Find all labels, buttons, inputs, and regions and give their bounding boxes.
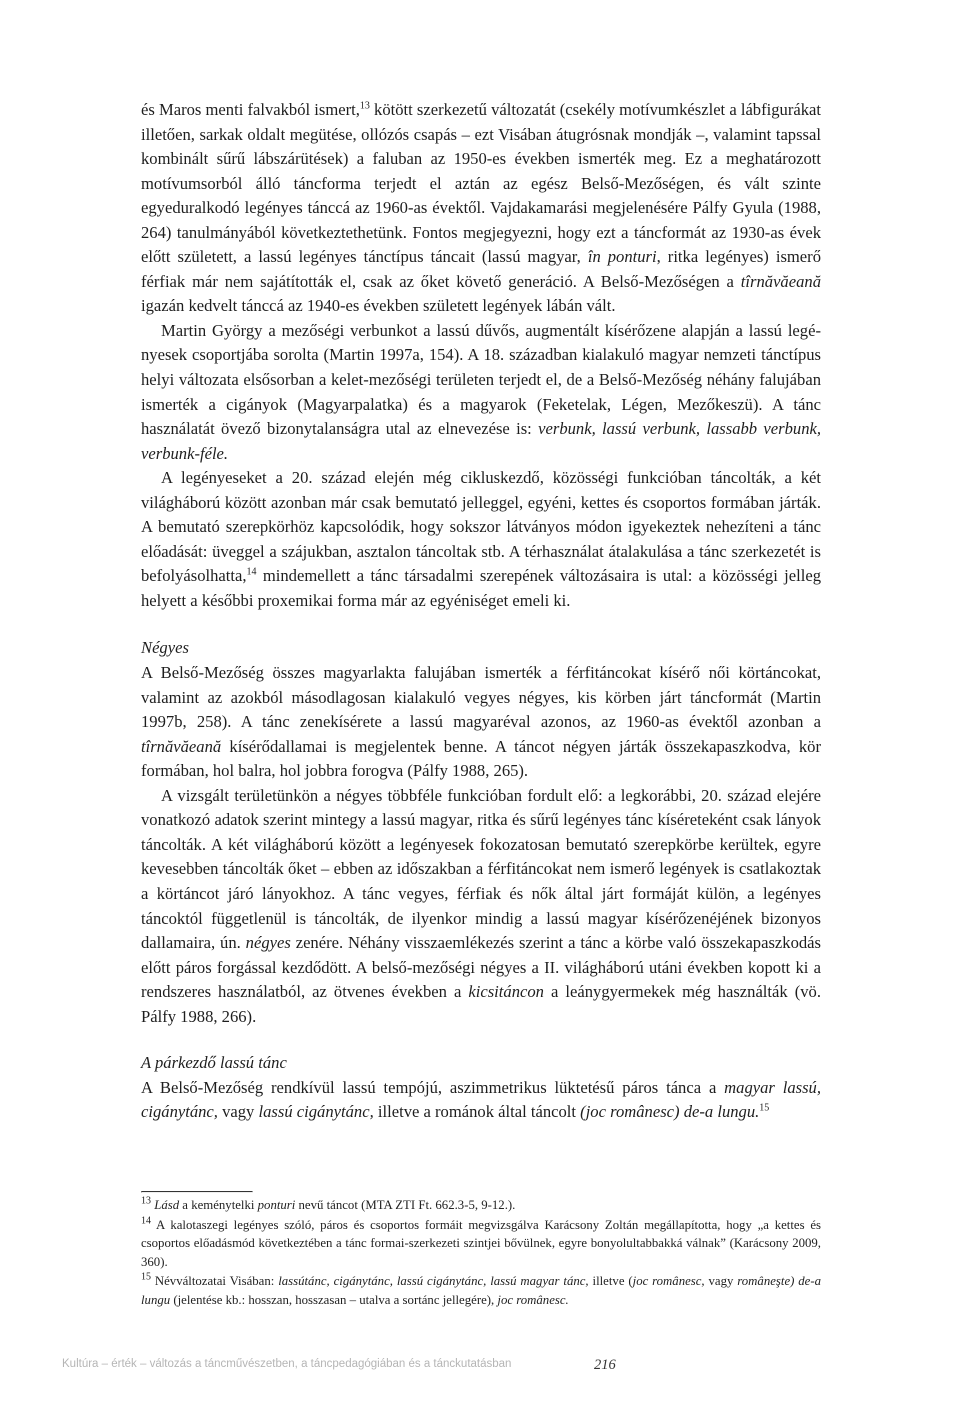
paragraph-5 bbox=[141, 784, 821, 1029]
text-run: A legényeseket a 20. század elején még cikluskezdő, közösségi funkcióban táncolták, a két világháború között azonban már csak bemutató jelleggel, egyéni, kettes és csoportos formában járták. A bemutató szerepkörhöz kapcsolódik, hogy sokszor látványos módon igyekeztek nehezíteni a tánc előadását: üveggel a szájukban, asztalon táncoltak stb. A térhasználat átalakulása a tánc szerkezetét is befolyásolhatta, bbox=[141, 468, 821, 586]
italic-run: în ponturi bbox=[587, 247, 657, 267]
paragraph-3 bbox=[141, 466, 821, 613]
text-run: , ritka legényes) ismerő férfiak már nem sajátították el, csak az őket követő generáció. A Belső-Mezőségen a bbox=[141, 247, 821, 291]
text-run: nevű táncot (MTA ZTI Ft. 662.3-5, 9-12.). bbox=[295, 1198, 516, 1212]
text-run: vagy bbox=[704, 1274, 738, 1289]
paragraph-6 bbox=[141, 1076, 821, 1125]
footnote-ref: 15 bbox=[141, 1272, 151, 1284]
text-run: zenére. Néhány visszaemlékezés szerint a tánc a körbe való összekapaszkodás előtt páros forgással kezdődött. A belső-mezőségi négyes a II. világháború utáni években kopott ki a rendszeres használatból, az ötvenes években a bbox=[141, 933, 822, 1002]
italic-run: joc românesc. bbox=[497, 1292, 569, 1307]
italic-run: ponturi bbox=[257, 1198, 296, 1212]
text-run: a leánygyermekek még használták (vö. Pálfy 1988, 266). bbox=[141, 982, 821, 1026]
italic-run: magyar lassú, cigánytánc, bbox=[141, 1077, 821, 1122]
italic-run: lassútánc, cigánytánc, lassú cigánytánc, lassú magyar tánc, bbox=[278, 1274, 589, 1289]
text-run: illetve a románok által táncolt bbox=[373, 1102, 581, 1122]
italic-run: kicsitáncon bbox=[468, 982, 544, 1002]
paragraph-4 bbox=[141, 661, 821, 784]
paragraph-1 bbox=[141, 98, 821, 319]
footnote-ref: 14 bbox=[246, 566, 257, 578]
footnote-ref: 13 bbox=[359, 100, 370, 112]
italic-run: joc românesc, bbox=[632, 1274, 705, 1289]
footnote-divider bbox=[141, 1191, 253, 1193]
italic-run: lassú cigánytánc, bbox=[258, 1102, 374, 1122]
paragraph-2 bbox=[141, 319, 821, 466]
text-run: kötött szerkezetű változatát (csekély motívumkészlet a lábfigurákat illetően, sarkak oldalt megütése, ollózós csapás – ezt Visában átugrósnak mondják –, valamint tapssal kombinált sűrű lábszárütések) a faluban az 1950-es években ismerték meg. Ez a meghatározott motívumsorból álló táncforma terjedt el aztán az egész Belső-Mezőségen, és vált szinte egyeduralkodó legényes tánccá az 1960-as évektől. Vajdakamarási megjelenésére Pálfy Gyula (1988, 264) tanulmányából következtethetünk. Fontos megjegyezni, hogy ezt a táncformát az 1930-as évek előtt született, a lassú legényes tánctípus táncait (lassú magyar, bbox=[141, 100, 821, 267]
footnote-ref: 14 bbox=[141, 1215, 151, 1227]
text-run: Martin György a mezőségi verbunkot a lassú dűvős, augmentált kísérőzene alapján a lassú legényesek csoportjába sorolta (Martin 1997a, 154). A 18. században kialakuló magyar nemzeti tánctípus helyi változata elsősorban a kelet-mezőségi területen terjedt el, de a Belső-Mezőség néhány falujában ismerték a cigányok (Magyarpalatka) és a magyarok (Feketelak, Légen, Mezőkeszü). A tánc használatát övező bizonytalanságra utal az elnevezése is: bbox=[141, 320, 821, 439]
footnote-ref: 13 bbox=[141, 1195, 151, 1207]
text-run: illetve ( bbox=[588, 1274, 633, 1289]
text-run: a keménytelki bbox=[179, 1198, 258, 1212]
text-run: (jelentése kb.: hosszan, hosszasan – utalva a sortánc jellegére), bbox=[170, 1292, 498, 1307]
text-run: A vizsgált területünkön a négyes többféle funkcióban fordult elő: a legkorábbi, 20. század elejére vonatkozó adatok szerint mintegy a lassú magyar, ritka és sűrű legényes tánc kíséreteként csak lányok táncolták. A két világháború között a legényesek fokozatosan bemutató szerepkörbe kerültek, egyre kevesebben táncolták őket – ebben az időszakban a férfitáncokat nem ismerő legények is csatlakoztak a körtáncot járó lányokhoz. A tánc vegyes, férfiak és nők által járt formáját külön, a legényes táncoktól függetlenül is táncolták, de ilyenkor mindig a lassú magyar kísérőzenéjének bizonyos dallamaira, ún. bbox=[141, 785, 821, 953]
footnote-13 bbox=[141, 1196, 821, 1215]
text-run: A Belső-Mezőség összes magyarlakta falujában ismerték a férfitáncokat kísérő női körtáncokat, valamint az azokból másodlagosan kialakuló vegyes négyes, kis körben járt táncformát (Martin 1997b, 258). A tánc zenekísérete a lassú magyaréval azonos, az 1960-as évektől azonban a bbox=[141, 663, 821, 732]
italic-run: româneşte) de-a lungu bbox=[141, 1274, 821, 1307]
text-run: A kalotaszegi legényes szóló, páros és csoportos formáit megvizsgálva Karácsony Zoltán megállapította, hogy „a kettes és csoportos előadásmód következtében a tánc formai-szerkezeti szintjei bővülnek, egyre bonyolultabbakká válnak” (Karácsony 2009, 360). bbox=[141, 1217, 821, 1269]
footnote-15 bbox=[141, 1272, 821, 1309]
italic-run: négyes bbox=[245, 933, 291, 953]
italic-run: (joc românesc) de-a lungu. bbox=[580, 1102, 760, 1122]
text-run: A Belső-Mezőség rendkívül lassú tempójú, aszimmetrikus lüktetésű páros tánca a bbox=[141, 1077, 725, 1097]
text-run: mindemellett a tánc társadalmi szerepének változásaira is utal: a közösségi jelleg helyett a későbbi proxemikai forma már az egyéniséget emeli ki. bbox=[141, 566, 821, 610]
page-number: 216 bbox=[594, 1357, 616, 1373]
running-footer: Kultúra – érték – változás a táncművészetben, a táncpedagógiában és a tánckutatásban bbox=[62, 1358, 512, 1370]
footnotes bbox=[141, 1196, 821, 1311]
section-heading-parkezdo: A párkezdő lassú tánc bbox=[141, 1053, 287, 1073]
text-run: kísérődallamai is megjelentek benne. A táncot négyen járták összekapaszkodva, kör formában, hol balra, hol jobbra forogva (Pálfy 1988, 265). bbox=[141, 736, 821, 781]
footnote-14 bbox=[141, 1216, 821, 1272]
italic-run: tîrnăvăeană bbox=[141, 736, 222, 756]
section-gap bbox=[141, 1029, 821, 1051]
body-text bbox=[141, 98, 821, 1125]
footnote-ref: 15 bbox=[759, 1102, 770, 1114]
section-gap bbox=[141, 613, 821, 636]
text-run: igazán kedvelt tánccá az 1940-es években született legények lábán vált. bbox=[141, 296, 616, 316]
text-run: és Maros menti falvakból ismert, bbox=[141, 100, 360, 119]
italic-run: tîrnăvăeană bbox=[740, 271, 821, 291]
italic-run: Lásd bbox=[154, 1198, 180, 1212]
text-run: vagy bbox=[217, 1102, 259, 1122]
italic-run: verbunk, lassú verbunk, lassabb verbunk, verbunk-féle. bbox=[141, 419, 822, 463]
text-run: Névváltozatai Visában: bbox=[151, 1274, 279, 1289]
section-heading-negyes: Négyes bbox=[141, 638, 189, 658]
